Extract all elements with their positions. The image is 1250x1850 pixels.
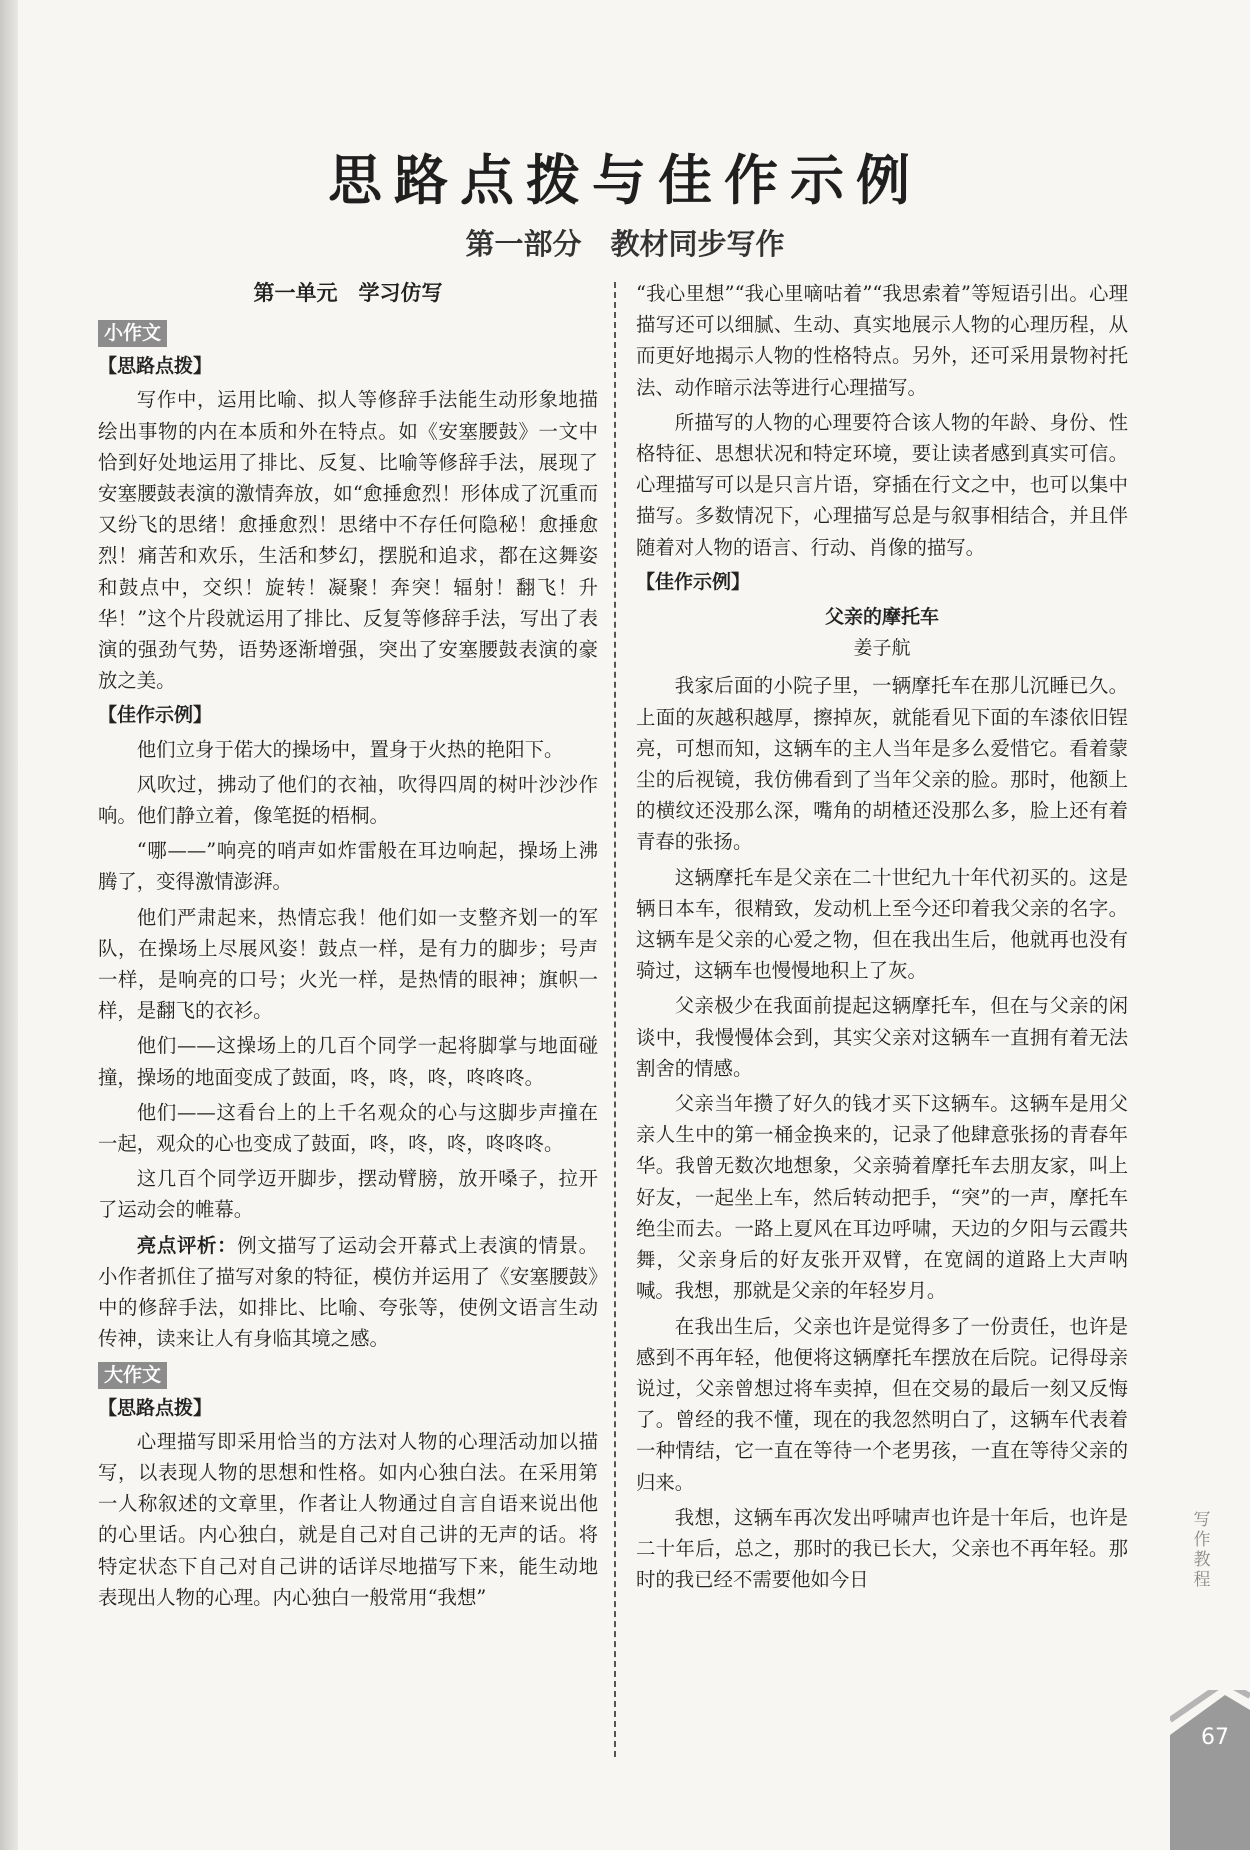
part-title: 第一部分 教材同步写作 bbox=[465, 227, 785, 261]
continued-paragraph: “我心里想”“我心里嘀咕着”“我思索着”等短语引出。心理描写还可以细腻、生动、真实地展示人物的心理历程，从而更好地揭示人物的性格特点。另外，还可采用景物衬托法、动作暗示法等进行心理描写。 bbox=[636, 282, 1128, 399]
essay-paragraph: 我想，这辆车再次发出呼啸声也许是十年后，也许是二十年后，总之，那时的我已长大，父亲也不再年轻。那时的我已经不需要他如今日 bbox=[636, 1505, 1128, 1592]
small-essay-tag: 小作文 bbox=[98, 320, 167, 347]
side-section-label: 写作教程 bbox=[1193, 1510, 1211, 1590]
example-paragraph: 他们——这操场上的几百个同学一起将脚掌与地面碰撞，操场的地面变成了鼓面，咚，咚，咚，咚咚咚。 bbox=[98, 1034, 598, 1089]
page-number: 67 bbox=[1201, 1725, 1229, 1750]
essay-author: 姜子航 bbox=[853, 637, 911, 660]
example-label-2: 【佳作示例】 bbox=[636, 570, 751, 593]
example-label: 【佳作示例】 bbox=[98, 704, 213, 727]
guide-paragraph: 写作中，运用比喻、拟人等修辞手法能生动形象地描绘出事物的内在本质和外在特点。如《安塞腰鼓》一文中恰到好处地运用了排比、反复、比喻等修辞手法，展现了安塞腰鼓表演的激情奔放，如“愈捶愈烈！形体成了沉重而又纷飞的思绪！愈捶愈烈！思绪中不存任何隐秘！愈捶愈烈！痛苦和欢乐，生活和梦幻，摆脱和追求，都在这舞姿和鼓点中，交织！旋转！凝聚！奔突！辐射！翻飞！升华！”这个片段就运用了排比、反复等修辞手法，写出了表演的强劲气势，语势逐渐增强，突出了安塞腰鼓表演的豪放之美。 bbox=[98, 388, 598, 693]
review-text: 例文描写了运动会开幕式上表演的情景。小作者抓住了描写对象的特征，模仿并运用了《安塞腰鼓》中的修辞手法，如排比、比喻、夸张等，使例文语言生动传神，读来让人有身临其境之感。 bbox=[98, 1233, 599, 1351]
review-paragraph bbox=[98, 1230, 598, 1355]
guide-paragraph-2: 心理描写即采用恰当的方法对人物的心理活动加以描写，以表现人物的思想和性格。如内心独白法。在采用第一人称叙述的文章里，作者让人物通过自言自语来说出他的心里话。内心独白，就是自己对自己讲的无声的话。将特定状态下自己对自己讲的话详尽地描写下来，能生动地表现出人物的心理。内心独白一般常用“我想” bbox=[98, 1429, 598, 1609]
essay-title: 父亲的摩托车 bbox=[824, 606, 939, 629]
page-binding-shadow bbox=[0, 0, 18, 1850]
page-corner-decoration bbox=[1170, 1690, 1250, 1850]
example-paragraph: “哪——”响亮的哨声如炸雷般在耳边响起，操场上沸腾了，变得激情澎湃。 bbox=[98, 839, 598, 894]
column-divider bbox=[614, 282, 616, 1757]
essay-paragraph: 父亲极少在我面前提起这辆摩托车，但在与父亲的闲谈中，我慢慢体会到，其实父亲对这辆车一直拥有着无法割舍的情感。 bbox=[636, 994, 1128, 1080]
example-paragraph: 他们立身于偌大的操场中，置身于火热的艳阳下。 bbox=[136, 737, 564, 761]
essay-paragraph: 在我出生后，父亲也许是觉得多了一份责任，也许是感到不再年轻，他便将这辆摩托车摆放在后院。记得母亲说过，父亲曾想过将车卖掉，但在交易的最后一刻又反悔了。曾经的我不懂，现在的我忽然明白了，这辆车代表着一种情结，它一直在等待一个老男孩，一直在等待父亲的归来。 bbox=[636, 1314, 1128, 1494]
page-title: 思路点拨与佳作示例 bbox=[328, 149, 922, 212]
essay-paragraph: 我家后面的小院子里，一辆摩托车在那儿沉睡已久。上面的灰越积越厚，擦掉灰，就能看见下面的车漆依旧锃亮，可想而知，这辆车的主人当年是多么爱惜它。看着蒙尘的后视镜，我仿佛看到了当年父亲的脸。那时，他额上的横纹还没那么深，嘴角的胡楂还没那么多，脸上还有着青春的张扬。 bbox=[636, 674, 1128, 854]
guide-label: 【思路点拨】 bbox=[98, 355, 213, 378]
example-paragraph: 风吹过，拂动了他们的衣袖，吹得四周的树叶沙沙作响。他们静立着，像笔挺的梧桐。 bbox=[98, 772, 598, 828]
review-label: 亮点评析： bbox=[136, 1233, 238, 1257]
big-essay-tag: 大作文 bbox=[98, 1362, 167, 1389]
guide-paragraph-3: 所描写的人物的心理要符合该人物的年龄、身份、性格特征、思想状况和特定环境，要让读者感到真实可信。心理描写可以是只言片语，穿插在行文之中，也可以集中描写。多数情况下，心理描写总是与叙事相结合，并且伴随着对人物的语言、行动、肖像的描写。 bbox=[636, 410, 1128, 559]
left-column bbox=[98, 278, 598, 1617]
example-paragraph: 他们——这看台上的上千名观众的心与这脚步声撞在一起，观众的心也变成了鼓面，咚，咚，咚，咚咚咚。 bbox=[98, 1100, 598, 1156]
essay-paragraph: 这辆摩托车是父亲在二十世纪九十年代初买的。这是辆日本车，很精致，发动机上至今还印着我父亲的名字。这辆车是父亲的心爱之物，但在我出生后，他就再也没有骑过，这辆车也慢慢地积上了灰。 bbox=[636, 865, 1128, 983]
example-paragraph: 这几百个同学迈开脚步，摆动臂膀，放开嗓子，拉开了运动会的帷幕。 bbox=[98, 1167, 598, 1222]
example-paragraph: 他们严肃起来，热情忘我！他们如一支整齐划一的军队，在操场上尽展风姿！鼓点一样，是有力的脚步；号声一样，是响亮的口号；火光一样，是热情的眼神；旗帜一样，是翻飞的衣衫。 bbox=[98, 905, 598, 1023]
guide-label-2: 【思路点拨】 bbox=[98, 1396, 213, 1419]
right-column bbox=[636, 278, 1128, 1599]
essay-paragraph: 父亲当年攒了好久的钱才买下这辆车。这辆车是用父亲人生中的第一桶金换来的，记录了他肆意张扬的青春年华。我曾无数次地想象，父亲骑着摩托车去朋友家，叫上好友，一起坐上车，然后转动把手，“突”的一声，摩托车绝尘而去。一路上夏风在耳边呼啸，天边的夕阳与云霞共舞，父亲身后的好友张开双臂，在宽阔的道路上大声呐喊。我想，那就是父亲的年轻岁月。 bbox=[636, 1092, 1128, 1303]
unit-title: 第一单元 学习仿写 bbox=[253, 281, 443, 305]
